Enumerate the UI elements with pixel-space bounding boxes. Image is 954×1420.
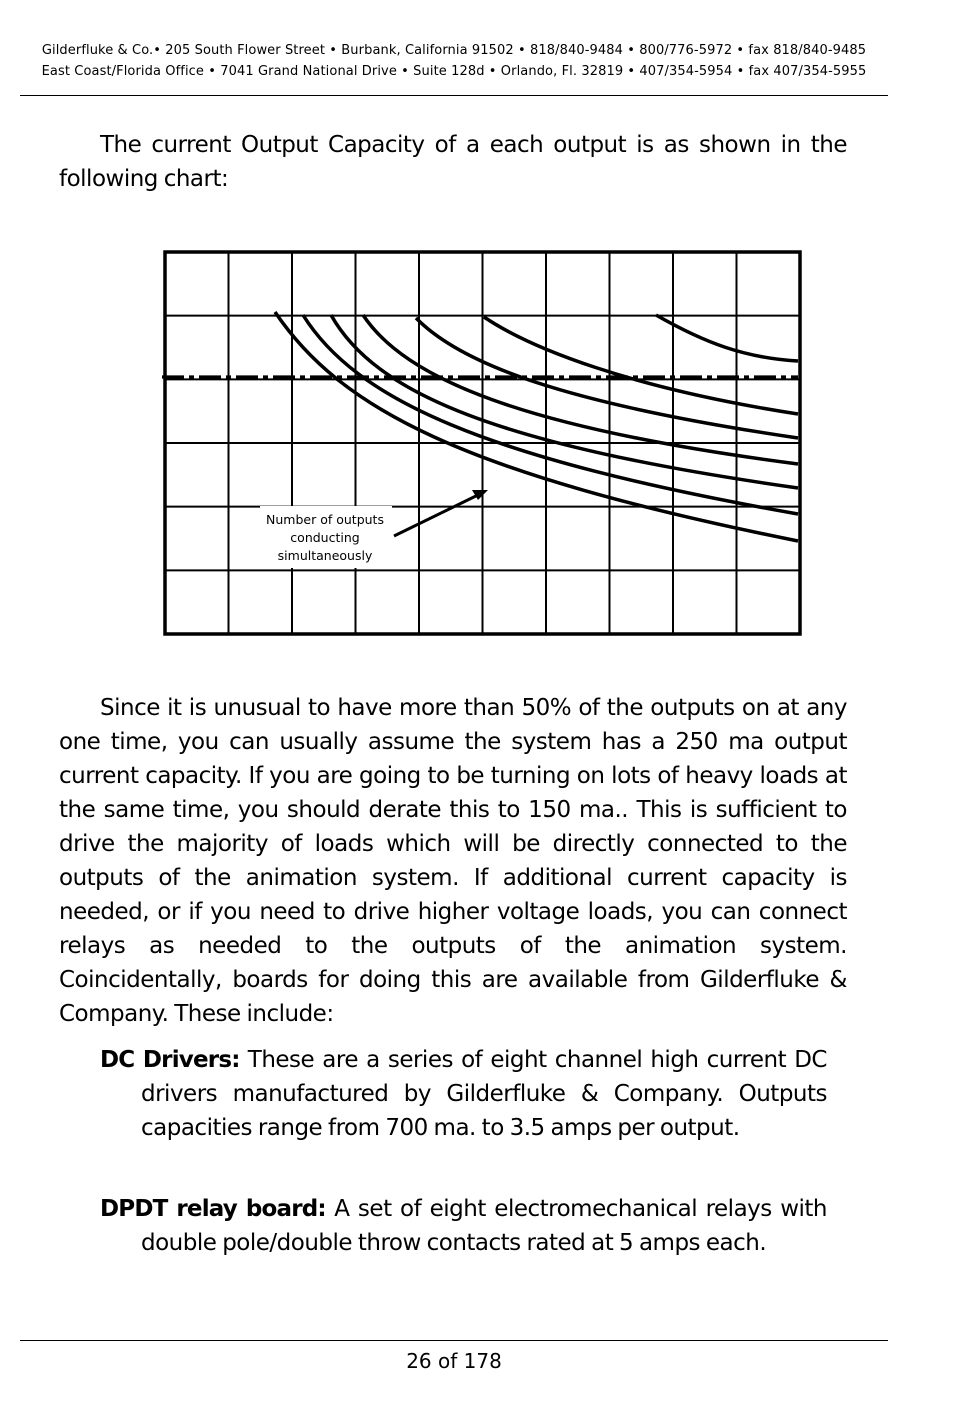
- output-capacity-chart: [160, 248, 806, 640]
- chart-series-curve: [363, 315, 798, 464]
- header-address-line: Gilderfluke & Co.• 205 South Flower Street • Burbank, California 91502 • 818/840-9484 • 800/776-5972 • fax 818/840-9485: [41, 43, 867, 58]
- chart-grid: [165, 252, 800, 634]
- item-term: DPDT relay board:: [100, 1196, 326, 1222]
- footer-rule: [20, 1340, 888, 1341]
- chart-series-curve: [656, 315, 798, 361]
- list-item-dpdt-relay-board: [100, 1192, 827, 1260]
- chart-series-curve: [303, 315, 798, 514]
- chart-series-curve: [484, 317, 798, 414]
- chart-annotation: [260, 490, 488, 568]
- item-term: DC Drivers:: [100, 1047, 240, 1073]
- intro-text: The current Output Capacity of a each output is as shown in the following chart:: [59, 132, 847, 192]
- body-paragraph: [59, 691, 847, 1031]
- header-east-coast-line: East Coast/Florida Office • 7041 Grand National Drive • Suite 128d • Orlando, Fl. 32819 • 407/354-5954 • fax 407/354-5955: [41, 64, 867, 79]
- list-item-dc-drivers: [100, 1043, 827, 1145]
- item-text: A set of eight electromechanical relays with double pole/double throw contacts rated at 5 amps each.: [141, 1196, 827, 1256]
- annotation-arrow-line: [394, 494, 480, 536]
- annotation-line-3: simultaneously: [277, 548, 373, 563]
- page-number: 26 of 178: [406, 1349, 502, 1373]
- annotation-line-2: conducting: [290, 530, 360, 545]
- body-text: Since it is unusual to have more than 50% of the outputs on at any one time, you can usually assume the system has a 250 ma output current capacity. If you are going to be turning on lots of heavy loads at the same time, you should derate this to 150 ma.. This is sufficient to drive the majority of loads which will be directly connected to the outputs of the animation system. If additional current capacity is needed, or if you need to drive higher voltage loads, you can connect relays as needed to the outputs of the animation system. Coincidentally, boards for doing this are available from Gilderfluke & Company. These include:: [59, 695, 847, 1027]
- intro-paragraph: [59, 128, 847, 196]
- annotation-line-1: Number of outputs: [266, 512, 384, 527]
- page-header: [20, 40, 888, 82]
- item-text: These are a series of eight channel high current DC drivers manufactured by Gilderfluke & Company. Outputs capacities range from 700 ma. to 3.5 amps per output.: [141, 1047, 827, 1141]
- annotation-arrowhead: [472, 490, 488, 500]
- header-rule: [20, 95, 888, 96]
